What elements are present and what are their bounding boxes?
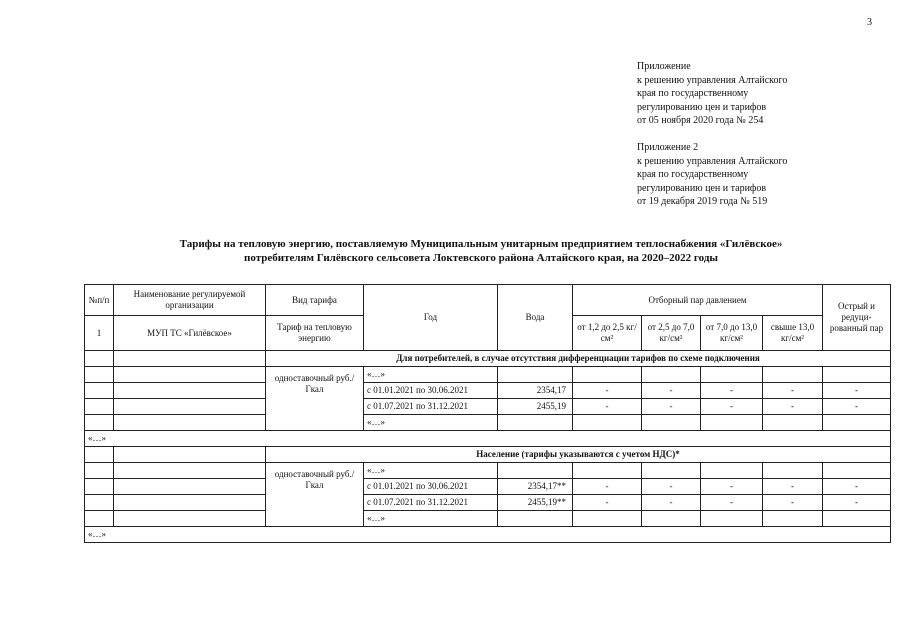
title-line-2: потребителям Гилёвского сельсовета Локтевского района Алтайского края, на 2020–2022 годы: [244, 252, 718, 264]
value-cell: -: [701, 383, 763, 399]
steam-col-3: от 7,0 до 13,0 кг/см²: [701, 316, 763, 351]
header-water: Вода: [498, 285, 573, 351]
section-1-title: Для потребителей, в случае отсутствия дифференциации тарифов по схеме подключения: [266, 351, 891, 367]
value-cell: -: [642, 399, 701, 415]
value-cell: -: [701, 495, 763, 511]
ellipsis: «…»: [85, 527, 891, 543]
appendix-line: регулированию цен и тарифов: [637, 182, 767, 194]
org-name: МУП ТС «Гилёвское»: [114, 316, 266, 351]
value-cell: -: [823, 383, 891, 399]
appendix-line: к решению управления Алтайского: [637, 155, 788, 167]
page-number: 3: [867, 17, 872, 28]
value-cell: -: [701, 479, 763, 495]
appendix-line: Приложение 2: [637, 142, 699, 153]
value-cell: -: [573, 383, 642, 399]
appendix-line: к решению управления Алтайского: [637, 74, 788, 86]
appendix-block-1: [637, 60, 787, 128]
section-2-title: Население (тарифы указываются с учетом НДС)*: [266, 447, 891, 463]
title-line-1: Тарифы на тепловую энергию, поставляемую Муниципальным унитарным предприятием теплоснабжения «Гилёвское»: [179, 238, 783, 250]
appendix-line: края по государственному: [637, 88, 749, 99]
value-cell: -: [823, 479, 891, 495]
table-row: [85, 463, 891, 479]
table-row: [85, 367, 891, 383]
water-value: 2354,17: [498, 383, 573, 399]
section-title-row: [85, 447, 891, 463]
value-cell: -: [642, 383, 701, 399]
org-tariff-type: Тариф на тепловую энергию: [266, 316, 364, 351]
table-row: [85, 511, 891, 527]
steam-col-1: от 1,2 до 2,5 кг/см²: [573, 316, 642, 351]
ellipsis: «…»: [364, 511, 498, 527]
table-row: [85, 415, 891, 431]
value-cell: -: [642, 479, 701, 495]
header-steam: Отборный пар давлением: [573, 285, 823, 316]
header-year: Год: [364, 285, 498, 351]
table-row: [85, 383, 891, 399]
appendix-block-2: [637, 141, 787, 209]
period-cell: с 01.01.2021 по 30.06.2021: [364, 479, 498, 495]
table-row: [85, 495, 891, 511]
value-cell: -: [763, 399, 823, 415]
value-cell: -: [763, 495, 823, 511]
appendix-line: регулированию цен и тарифов: [637, 101, 767, 113]
table-row: [85, 479, 891, 495]
value-cell: -: [701, 399, 763, 415]
tariff-table: [84, 284, 891, 543]
appendix-line: от 19 декабря 2019 года № 519: [637, 196, 768, 207]
appendix-line: края по государственному: [637, 169, 749, 180]
water-value: 2455,19: [498, 399, 573, 415]
value-cell: -: [573, 495, 642, 511]
value-cell: -: [573, 399, 642, 415]
value-cell: -: [642, 495, 701, 511]
header-sharp-steam: Острый и редуци-рованный пар: [823, 285, 891, 351]
value-cell: -: [763, 479, 823, 495]
water-value: 2455,19**: [498, 495, 573, 511]
value-cell: -: [823, 495, 891, 511]
header-type: Вид тарифа: [266, 285, 364, 316]
steam-col-2: от 2,5 до 7,0 кг/см²: [642, 316, 701, 351]
table-row: [85, 399, 891, 415]
value-cell: -: [763, 383, 823, 399]
value-cell: -: [823, 399, 891, 415]
ellipsis: «…»: [85, 431, 891, 447]
org-num: 1: [85, 316, 114, 351]
separator-row: [85, 431, 891, 447]
tariff-type-cell: одноставочный руб./Гкал: [266, 367, 364, 431]
value-cell: -: [573, 479, 642, 495]
header-num: №п/п: [85, 285, 114, 316]
document-title: [86, 237, 876, 265]
period-cell: с 01.01.2021 по 30.06.2021: [364, 383, 498, 399]
period-cell: с 01.07.2021 по 31.12.2021: [364, 495, 498, 511]
section-title-row: [85, 351, 891, 367]
separator-row: [85, 527, 891, 543]
ellipsis: «…»: [364, 463, 498, 479]
water-value: 2354,17**: [498, 479, 573, 495]
ellipsis: «…»: [364, 415, 498, 431]
tariff-type-cell: одноставочный руб./Гкал: [266, 463, 364, 527]
ellipsis: «…»: [364, 367, 498, 383]
steam-col-4: свыше 13,0 кг/см²: [763, 316, 823, 351]
appendix-line: Приложение: [637, 61, 691, 72]
appendix-line: от 05 ноября 2020 года № 254: [637, 115, 764, 126]
period-cell: с 01.07.2021 по 31.12.2021: [364, 399, 498, 415]
header-org: Наименование регулируемой организации: [114, 285, 266, 316]
